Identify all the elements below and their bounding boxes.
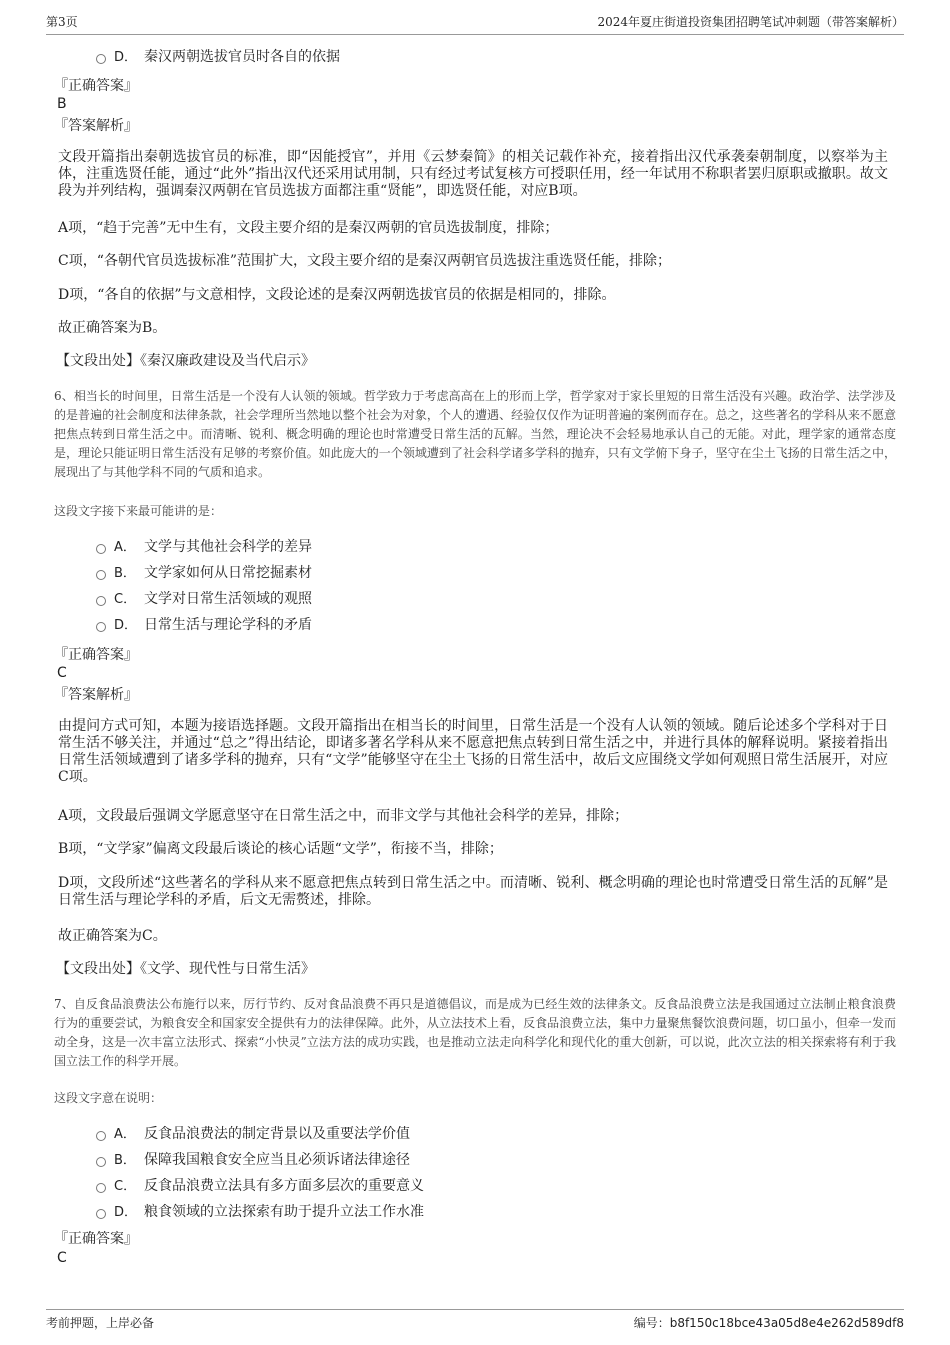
q5-analysis-option-c: C项，“各朝代官员选拔标准”范围扩大，文段主要介绍的是秦汉两朝官员选拔注重选贤任能，排除； [58, 253, 672, 269]
q7-answer: C [57, 1250, 67, 1266]
document-code-label: 编号： [633, 1316, 670, 1330]
q7-option-b[interactable]: B． 保障我国粮食安全应当且必须诉诸法律途径 [96, 1149, 410, 1171]
page-number: 第3页 [46, 15, 78, 29]
radio-button-icon[interactable] [96, 54, 106, 64]
q6-stem: 6、相当长的时间里，日常生活是一个没有人认领的领域。哲学致力于考虑高高在上的形而上学，哲学家对于家长里短的日常生活没有兴趣。政治学、法学涉及的是普遍的社会制度和法律条款，社会学理所当然地以整个社会为对象，个人的遭遇、经验仅仅作为证明普遍的案例而存在。总之，这些著名的学科从来不愿意把焦点转到日常生活之中。而清晰、锐利、概念明确的理论也时常遭受日常生活的瓦解。当然，理论决不会轻易地承认自己的无能。对此，理学家的通常态度是，理论只能证明日常生活没有足够的考察价值。如此庞大的一个领域遭到了社会科学诸多学科的抛弃，只有文学俯下身子，坚守在尘土飞扬的日常生活之中，展现出了与其他学科不同的气质和追求。 [54, 389, 896, 479]
document-title: 2024年夏庄街道投资集团招聘笔试冲刺题（带答案解析） [597, 15, 904, 29]
q6-analysis-option-a: A项，文段最后强调文学愿意坚守在日常生活之中，而非文学与其他社会科学的差异，排除； [58, 808, 629, 824]
q5-conclusion: 故正确答案为B。 [58, 320, 167, 336]
q7-stem: 7、自反食品浪费法公布施行以来，厉行节约、反对食品浪费不再只是道德倡议，而是成为已经生效的法律条文。反食品浪费立法是我国通过立法制止粮食浪费行为的重要尝试，为粮食安全和国家安全提供有力的法律保障。此外，从立法技术上看，反食品浪费立法，集中力量聚焦餐饮浪费问题，切口虽小，但牵一发而动全身，这是一次丰富立法形式、探索“小快灵”立法方法的成功实践，也是推动立法走向科学化和现代化的重大创新，可以说，此次立法的相关探索将有利于我国立法工作的科学开展。 [54, 997, 896, 1068]
radio-button-icon[interactable] [96, 570, 106, 580]
q6-answer: C [57, 665, 67, 681]
q7-option-a[interactable]: A． 反食品浪费法的制定背景以及重要法学价值 [96, 1123, 410, 1145]
q6-option-b[interactable]: B． 文学家如何从日常挖掘素材 [96, 562, 312, 584]
q6-question: 这段文字接下来最可能讲的是： [54, 504, 223, 518]
q5-analysis-paragraph: 文段开篇指出秦朝选拔官员的标准，即“因能授官”，并用《云梦秦简》的相关记载作补充，接着指出汉代承袭秦朝制度，以察举为主体，注重选贤任能，通过“此外”指出汉代还采用试用制，只有经过考试复核方可授职任用，经一年试用不称职者罢归原职或撤职。故文段为并列结构，强调秦汉两朝在官员选拔方面都注重“贤能”，即选贤任能，对应B项。 [58, 149, 888, 199]
radio-button-icon[interactable] [96, 1209, 106, 1219]
q6-option-d[interactable]: D． 日常生活与理论学科的矛盾 [96, 614, 312, 636]
q7-option-d[interactable]: D． 粮食领域的立法探索有助于提升立法工作水准 [96, 1201, 424, 1223]
q6-option-c[interactable]: C． 文学对日常生活领域的观照 [96, 588, 312, 610]
radio-button-icon[interactable] [96, 1183, 106, 1193]
page-header [46, 14, 904, 35]
document-code [634, 1312, 904, 1334]
q5-option-d[interactable]: D． 秦汉两朝选拔官员时各自的依据 [96, 46, 340, 68]
q6-answer-label: 『正确答案』 [54, 647, 138, 663]
q5-answer: B [57, 96, 67, 112]
page-footer [46, 1309, 904, 1332]
radio-button-icon[interactable] [96, 1131, 106, 1141]
radio-button-icon[interactable] [96, 1157, 106, 1167]
document-code-value: b8f150c18bce43a05d8e4e262d589df8 [669, 1316, 904, 1330]
q6-analysis-label: 『答案解析』 [54, 687, 138, 703]
q6-option-a[interactable]: A． 文学与其他社会科学的差异 [96, 536, 312, 558]
q5-analysis-option-a: A项，“趋于完善”无中生有，文段主要介绍的是秦汉两朝的官员选拔制度，排除； [58, 220, 559, 236]
q6-source: 【文段出处】《文学、现代性与日常生活》 [56, 961, 315, 977]
q7-answer-label: 『正确答案』 [54, 1231, 138, 1247]
radio-button-icon[interactable] [96, 596, 106, 606]
q5-answer-label: 『正确答案』 [54, 78, 138, 94]
q7-option-c[interactable]: C． 反食品浪费立法具有多方面多层次的重要意义 [96, 1175, 424, 1197]
q5-source: 【文段出处】《秦汉廉政建设及当代启示》 [56, 353, 315, 369]
footer-slogan: 考前押题，上岸必备 [46, 1316, 155, 1330]
q7-question: 这段文字意在说明： [54, 1091, 163, 1105]
q6-analysis-option-b: B项，“文学家”偏离文段最后谈论的核心话题“文学”，衔接不当，排除； [58, 841, 503, 857]
q5-analysis-label: 『答案解析』 [54, 118, 138, 134]
q6-analysis-option-d: D项，文段所述“这些著名的学科从来不愿意把焦点转到日常生活之中。而清晰、锐利、概念明确的理论也时常遭受日常生活的瓦解”是日常生活与理论学科的矛盾，后文无需赘述，排除。 [58, 875, 888, 908]
q6-analysis-paragraph: 由提问方式可知，本题为接语选择题。文段开篇指出在相当长的时间里，日常生活是一个没有人认领的领域。随后论述多个学科对于日常生活不够关注，并通过“总之”得出结论，即诸多著名学科从来不愿意把焦点转到日常生活之中，并进行具体的解释说明。紧接着指出日常生活领域遭到了诸多学科的抛弃，只有“文学”能够坚守在尘土飞扬的日常生活中，故后文应围绕文学如何观照日常生活展开，对应C项。 [58, 718, 888, 785]
radio-button-icon[interactable] [96, 622, 106, 632]
radio-button-icon[interactable] [96, 544, 106, 554]
q6-conclusion: 故正确答案为C。 [58, 928, 167, 944]
q5-analysis-option-d: D项，“各自的依据”与文意相悖，文段论述的是秦汉两朝选拔官员的依据是相同的，排除。 [58, 287, 616, 303]
